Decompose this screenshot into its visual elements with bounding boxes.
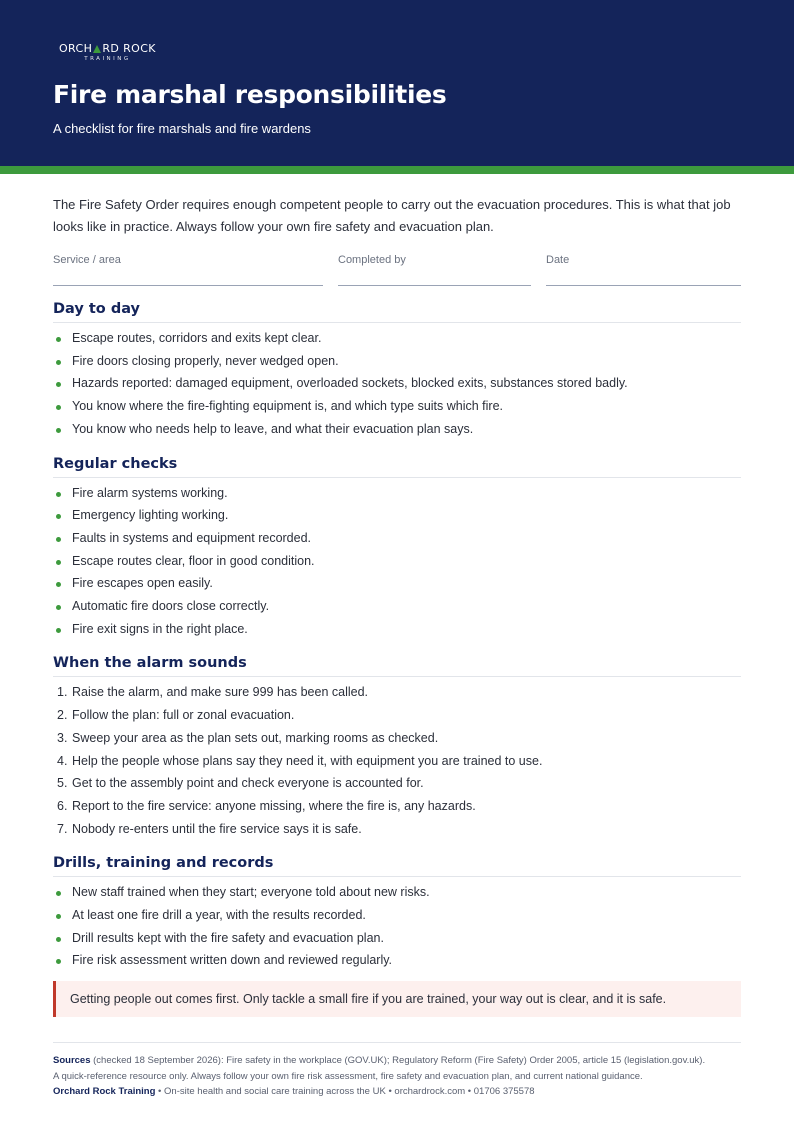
list-item: Fire doors closing properly, never wedged open. — [53, 350, 741, 373]
list-item — [53, 795, 741, 818]
step-text: Report to the fire service: anyone missing, where the fire is, any hazards. — [72, 798, 476, 813]
step-number: 4. — [57, 753, 68, 768]
list-item: Fire risk assessment written down and reviewed regularly. — [53, 949, 741, 972]
logo-text-end: RD ROCK — [102, 42, 156, 55]
step-text: Get to the assembly point and check everyone is accounted for. — [72, 776, 424, 791]
step-number: 3. — [57, 730, 68, 745]
date-line — [546, 280, 741, 286]
list-item: Drill results kept with the fire safety and evacuation plan. — [53, 927, 741, 950]
list-item — [53, 818, 741, 841]
step-number: 2. — [57, 708, 68, 723]
list-item — [53, 704, 741, 727]
list-item: Escape routes clear, floor in good condition. — [53, 550, 741, 573]
step-text: Raise the alarm, and make sure 999 has been called. — [72, 685, 369, 700]
step-number: 1. — [57, 685, 68, 700]
step-text: Nobody re-enters until the fire service says it is safe. — [72, 821, 362, 836]
list-item: Hazards reported: damaged equipment, overloaded sockets, blocked exits, substances stored badly. — [53, 372, 741, 395]
section-day-to-day-title: Day to day — [53, 301, 741, 323]
list-item: You know where the fire-fighting equipment is, and which type suits which fire. — [53, 395, 741, 418]
list-item: Emergency lighting working. — [53, 504, 741, 527]
logo-flame-icon — [93, 45, 101, 53]
company-logo — [59, 42, 156, 62]
logo-subtext: TRAINING — [84, 56, 131, 62]
drills-list — [53, 881, 741, 972]
footer-sources — [53, 1053, 741, 1069]
list-item: Fire alarm systems working. — [53, 482, 741, 505]
step-text: Help the people whose plans say they need it, with equipment you are trained to use. — [72, 753, 543, 768]
footer-disclaimer: A quick-reference resource only. Always follow your own fire risk assessment, fire safety and evacuation plan, and current national guidance. — [53, 1070, 643, 1082]
service-area-label: Service / area — [53, 254, 121, 266]
list-item: New staff trained when they start; everyone told about new risks. — [53, 881, 741, 904]
service-area-field[interactable] — [53, 252, 323, 286]
sources-label: Sources — [53, 1055, 91, 1066]
list-item — [53, 727, 741, 750]
page-subtitle: A checklist for fire marshals and fire wardens — [53, 121, 311, 136]
footer-org — [53, 1084, 741, 1100]
org-name: Orchard Rock Training — [53, 1086, 156, 1097]
list-item: You know who needs help to leave, and what their evacuation plan says. — [53, 418, 741, 441]
step-number: 6. — [57, 798, 68, 813]
list-item: Escape routes, corridors and exits kept clear. — [53, 327, 741, 350]
section-alarm-title: When the alarm sounds — [53, 655, 741, 677]
page-title: Fire marshal responsibilities — [53, 80, 447, 109]
form-fields — [53, 252, 741, 286]
sources-text: (checked 18 September 2026): Fire safety in the workplace (GOV.UK); Regulatory Reform (Fire Safety) Order 2005, article 15 (legislation.gov.uk). — [90, 1055, 706, 1066]
list-item — [53, 681, 741, 704]
list-item: Fire exit signs in the right place. — [53, 618, 741, 641]
date-label: Date — [546, 254, 570, 266]
completed-by-line — [338, 280, 531, 286]
list-item: At least one fire drill a year, with the results recorded. — [53, 904, 741, 927]
intro-paragraph: The Fire Safety Order requires enough competent people to carry out the evacuation procedures. This is what that job looks like in practice. Always follow your own fire safety and evacuation plan. — [53, 197, 731, 234]
completed-by-field[interactable] — [338, 252, 531, 286]
list-item: Fire escapes open easily. — [53, 572, 741, 595]
header-accent-stripe — [0, 166, 794, 174]
list-item: Automatic fire doors close correctly. — [53, 595, 741, 618]
regular-checks-list — [53, 482, 741, 641]
section-regular-checks-title: Regular checks — [53, 456, 741, 478]
completed-by-label: Completed by — [338, 254, 406, 266]
alarm-steps-list — [53, 681, 741, 840]
list-item: Faults in systems and equipment recorded. — [53, 527, 741, 550]
list-item — [53, 772, 741, 795]
date-field[interactable] — [546, 252, 741, 286]
safety-callout: Getting people out comes first. Only tackle a small fire if you are trained, your way out is clear, and it is safe. — [53, 981, 741, 1017]
step-number: 5. — [57, 776, 68, 791]
logo-text-start: ORCH — [59, 42, 93, 55]
section-drills-title: Drills, training and records — [53, 855, 741, 877]
step-number: 7. — [57, 821, 68, 836]
day-to-day-list — [53, 327, 741, 441]
list-item — [53, 750, 741, 773]
main-content — [53, 194, 741, 1017]
footer — [53, 1042, 741, 1100]
service-area-line — [53, 280, 323, 286]
step-text: Follow the plan: full or zonal evacuation. — [72, 708, 295, 723]
step-text: Sweep your area as the plan sets out, marking rooms as checked. — [72, 730, 439, 745]
org-details: • On-site health and social care training across the UK • orchardrock.com • 01706 375578 — [155, 1086, 535, 1097]
header-banner — [0, 0, 794, 166]
